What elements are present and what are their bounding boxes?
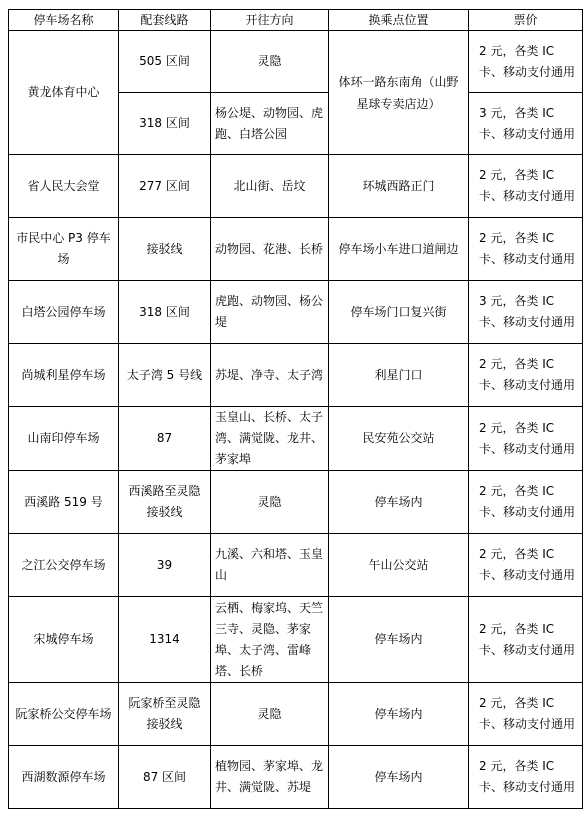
cell-parking-name: 省人民大会堂 [9,155,119,218]
cell-fare: 2 元，各类 IC 卡、移动支付通用 [469,597,583,683]
cell-fare: 2 元，各类 IC 卡、移动支付通用 [469,746,583,809]
cell-transfer-location: 民安苑公交站 [329,407,469,471]
cell-route: 太子湾 5 号线 [119,344,211,407]
cell-fare: 2 元，各类 IC 卡、移动支付通用 [469,683,583,746]
cell-direction: 虎跑、动物园、杨公堤 [211,281,329,344]
cell-fare: 2 元，各类 IC 卡、移动支付通用 [469,218,583,281]
cell-direction: 植物园、茅家埠、龙井、满觉陇、苏堤 [211,746,329,809]
cell-direction: 灵隐 [211,31,329,93]
cell-parking-name: 西溪路 519 号 [9,471,119,534]
cell-fare: 2 元，各类 IC 卡、移动支付通用 [469,471,583,534]
cell-transfer-location: 停车场内 [329,597,469,683]
cell-transfer-location: 体环一路东南角（山野星球专卖店边） [329,31,469,155]
cell-route: 318 区间 [119,93,211,155]
table-header-row [9,10,583,31]
cell-direction: 动物园、花港、长桥 [211,218,329,281]
cell-direction: 灵隐 [211,683,329,746]
cell-fare: 2 元，各类 IC 卡、移动支付通用 [469,155,583,218]
cell-direction: 云栖、梅家坞、天竺三寺、灵隐、茅家埠、太子湾、雷峰塔、长桥 [211,597,329,683]
cell-transfer-location: 停车场内 [329,683,469,746]
cell-transfer-location: 停车场门口复兴街 [329,281,469,344]
cell-parking-name: 白塔公园停车场 [9,281,119,344]
header-transfer-location: 换乘点位置 [329,10,469,31]
cell-route: 西溪路至灵隐接驳线 [119,471,211,534]
table-row [9,281,583,344]
cell-direction: 杨公堤、动物园、虎跑、白塔公园 [211,93,329,155]
cell-parking-name: 市民中心 P3 停车场 [9,218,119,281]
cell-route: 318 区间 [119,281,211,344]
parking-transfer-table [8,9,583,809]
cell-route: 87 [119,407,211,471]
cell-parking-name: 西湖数源停车场 [9,746,119,809]
table-row [9,218,583,281]
table-row [9,597,583,683]
cell-transfer-location: 停车场内 [329,471,469,534]
table-row [9,471,583,534]
header-direction: 开往方向 [211,10,329,31]
cell-fare: 3 元，各类 IC 卡、移动支付通用 [469,281,583,344]
cell-parking-name: 宋城停车场 [9,597,119,683]
header-fare: 票价 [469,10,583,31]
cell-parking-name: 山南印停车场 [9,407,119,471]
cell-direction: 九溪、六和塔、玉皇山 [211,534,329,597]
cell-transfer-location: 环城西路正门 [329,155,469,218]
cell-route: 接驳线 [119,218,211,281]
cell-route: 阮家桥至灵隐接驳线 [119,683,211,746]
cell-parking-name: 尚城利星停车场 [9,344,119,407]
cell-direction: 苏堤、净寺、太子湾 [211,344,329,407]
header-route: 配套线路 [119,10,211,31]
cell-fare: 2 元，各类 IC 卡、移动支付通用 [469,31,583,93]
table-row [9,31,583,93]
cell-route: 39 [119,534,211,597]
cell-route: 505 区间 [119,31,211,93]
table-row [9,344,583,407]
cell-direction: 玉皇山、长桥、太子湾、满觉陇、龙井、茅家埠 [211,407,329,471]
table-row [9,746,583,809]
cell-transfer-location: 停车场内 [329,746,469,809]
cell-route: 87 区间 [119,746,211,809]
cell-direction: 灵隐 [211,471,329,534]
cell-fare: 3 元，各类 IC 卡、移动支付通用 [469,93,583,155]
cell-fare: 2 元，各类 IC 卡、移动支付通用 [469,344,583,407]
cell-parking-name: 黄龙体育中心 [9,31,119,155]
table-row [9,407,583,471]
cell-fare: 2 元，各类 IC 卡、移动支付通用 [469,407,583,471]
cell-parking-name: 阮家桥公交停车场 [9,683,119,746]
cell-direction: 北山街、岳坟 [211,155,329,218]
table-row [9,534,583,597]
table-row [9,155,583,218]
table-row [9,683,583,746]
cell-route: 1314 [119,597,211,683]
cell-fare: 2 元，各类 IC 卡、移动支付通用 [469,534,583,597]
header-parking-name: 停车场名称 [9,10,119,31]
cell-transfer-location: 利星门口 [329,344,469,407]
cell-parking-name: 之江公交停车场 [9,534,119,597]
cell-transfer-location: 午山公交站 [329,534,469,597]
cell-route: 277 区间 [119,155,211,218]
cell-transfer-location: 停车场小车进口道闸边 [329,218,469,281]
